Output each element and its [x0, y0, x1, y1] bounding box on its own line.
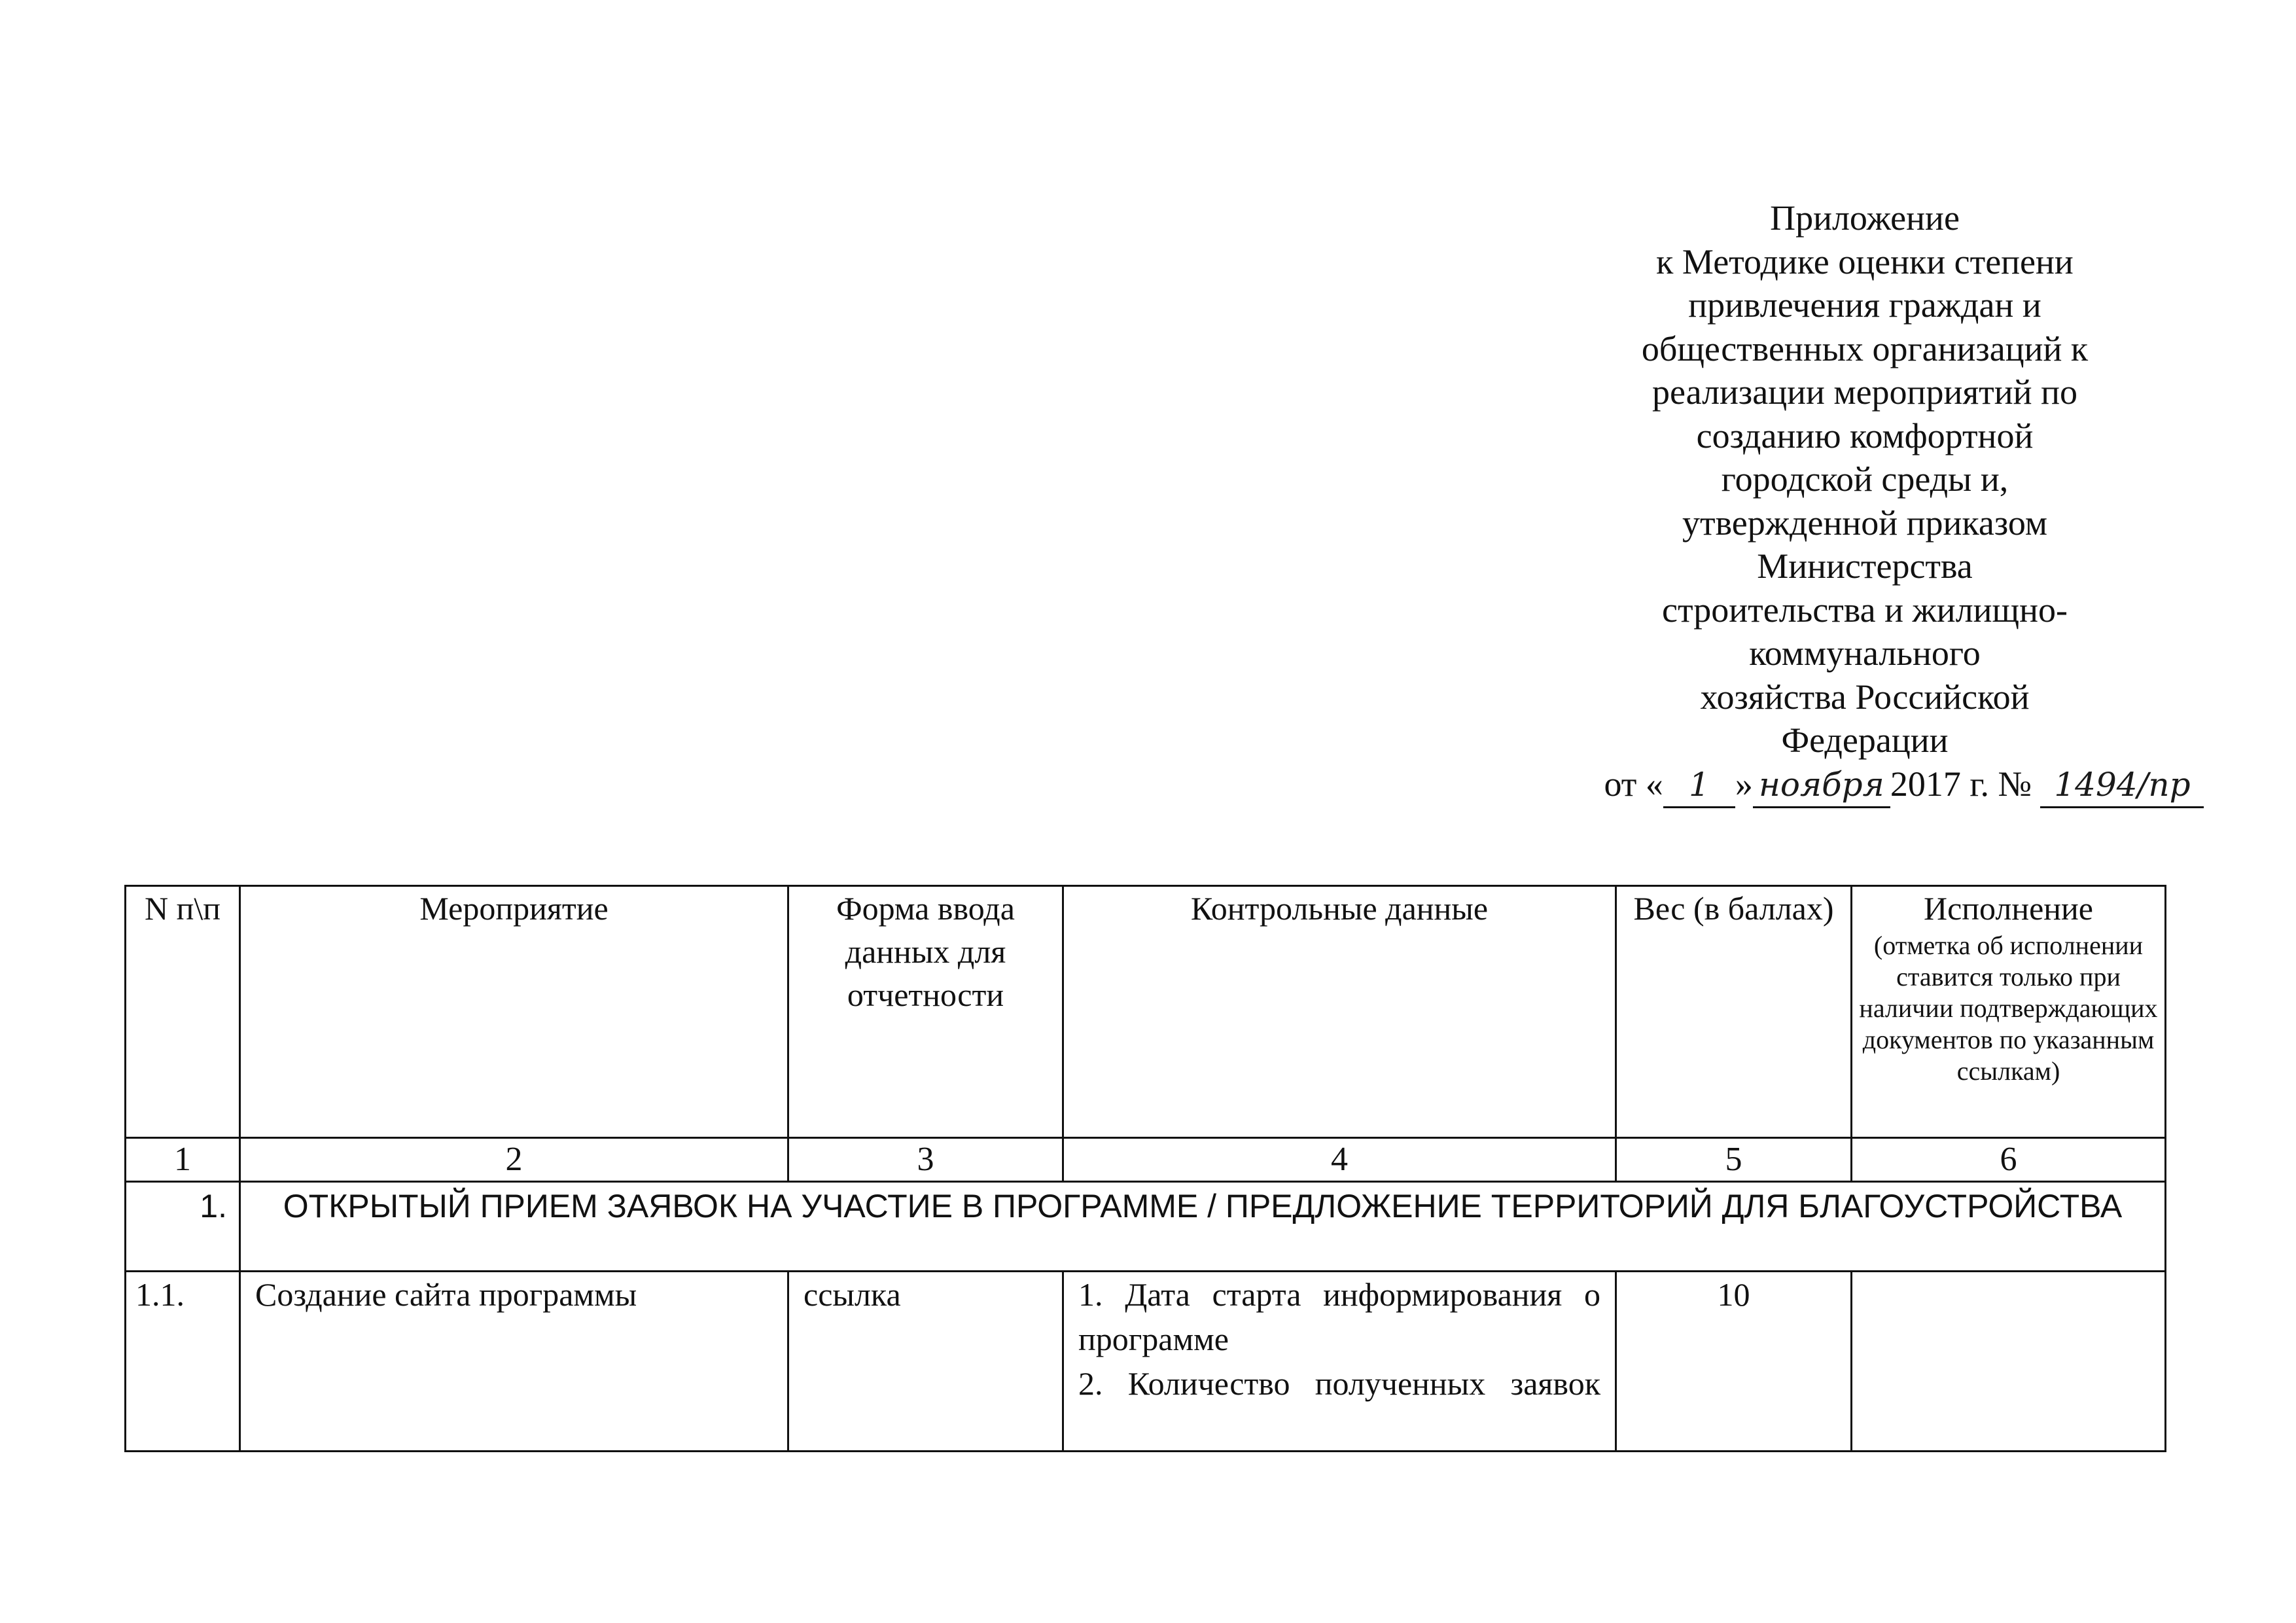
header-control-data [1063, 886, 1616, 1138]
row-execution [1852, 1272, 2166, 1452]
column-number-row [126, 1138, 2166, 1182]
column-number: 5 [1616, 1138, 1852, 1182]
header-activity [240, 886, 788, 1138]
table-row [126, 1272, 2166, 1452]
appendix-line: созданию комфортной [1696, 416, 2034, 455]
appendix-line: утвержденной приказом [1682, 503, 2048, 543]
header-input-form-label: Форма ввода данных для отчетности [836, 890, 1015, 1013]
header-execution [1852, 886, 2166, 1138]
column-number: 2 [240, 1138, 788, 1182]
appendix-line: реализации мероприятий по [1652, 372, 2077, 412]
assessment-table [124, 885, 2166, 1452]
handwritten-day: 1 [1663, 763, 1735, 809]
row-weight: 10 [1616, 1272, 1852, 1452]
column-number: 6 [1852, 1138, 2166, 1182]
order-mid: » [1735, 764, 1753, 804]
row-control-data [1063, 1272, 1616, 1452]
appendix-line: общественных организаций к [1641, 329, 2089, 368]
header-number [126, 886, 240, 1138]
column-number: 4 [1063, 1138, 1616, 1182]
order-year: 2017 г. № [1890, 764, 2032, 804]
header-number-label: N п\п [144, 890, 221, 927]
control-data-item: 1. Дата старта информирования о программе [1078, 1276, 1600, 1357]
appendix-line: Федерации [1781, 721, 1949, 760]
appendix-line: к Методике оценки степени [1656, 241, 2074, 281]
header-control-data-label: Контрольные данные [1190, 890, 1489, 927]
appendix-line: строительства и жилищно- [1662, 590, 2068, 630]
header-execution-label: Исполнение [1923, 890, 2093, 927]
appendix-line: Министерства [1757, 546, 1973, 586]
order-date-line [1544, 762, 2264, 809]
header-execution-note: (отметка об исполнении ставится только при наличии подтверждающих документов по указанным ссылкам) [1859, 931, 2158, 1086]
appendix-line: коммунального [1749, 633, 1981, 673]
column-number: 1 [126, 1138, 240, 1182]
appendix-line: хозяйства Российской [1700, 677, 2030, 717]
order-prefix: от « [1604, 764, 1663, 804]
header-activity-label: Мероприятие [419, 890, 609, 927]
row-activity: Создание сайта программы [240, 1272, 788, 1452]
appendix-line: городской среды и, [1721, 459, 2009, 499]
row-number: 1.1. [126, 1272, 240, 1452]
appendix-line: привлечения граждан и [1688, 285, 2041, 325]
header-weight-label: Вес (в баллах) [1633, 890, 1834, 927]
handwritten-month: ноября [1753, 763, 1890, 809]
row-input-form: ссылка [788, 1272, 1063, 1452]
handwritten-order-number: 1494/пр [2040, 763, 2204, 809]
appendix-line: Приложение [1770, 198, 1960, 238]
section-title: ОТКРЫТЫЙ ПРИЕМ ЗАЯВОК НА УЧАСТИЕ В ПРОГРАММЕ / ПРЕДЛОЖЕНИЕ ТЕРРИТОРИЙ ДЛЯ БЛАГОУСТРОЙСТВА [240, 1182, 2166, 1272]
section-row [126, 1182, 2166, 1272]
header-row [126, 886, 2166, 1138]
header-weight [1616, 886, 1852, 1138]
control-data-item: 2. Количество полученных заявок [1078, 1365, 1600, 1402]
column-number: 3 [788, 1138, 1063, 1182]
appendix-heading [1505, 196, 2225, 808]
section-number: 1. [126, 1182, 240, 1272]
header-input-form [788, 886, 1063, 1138]
